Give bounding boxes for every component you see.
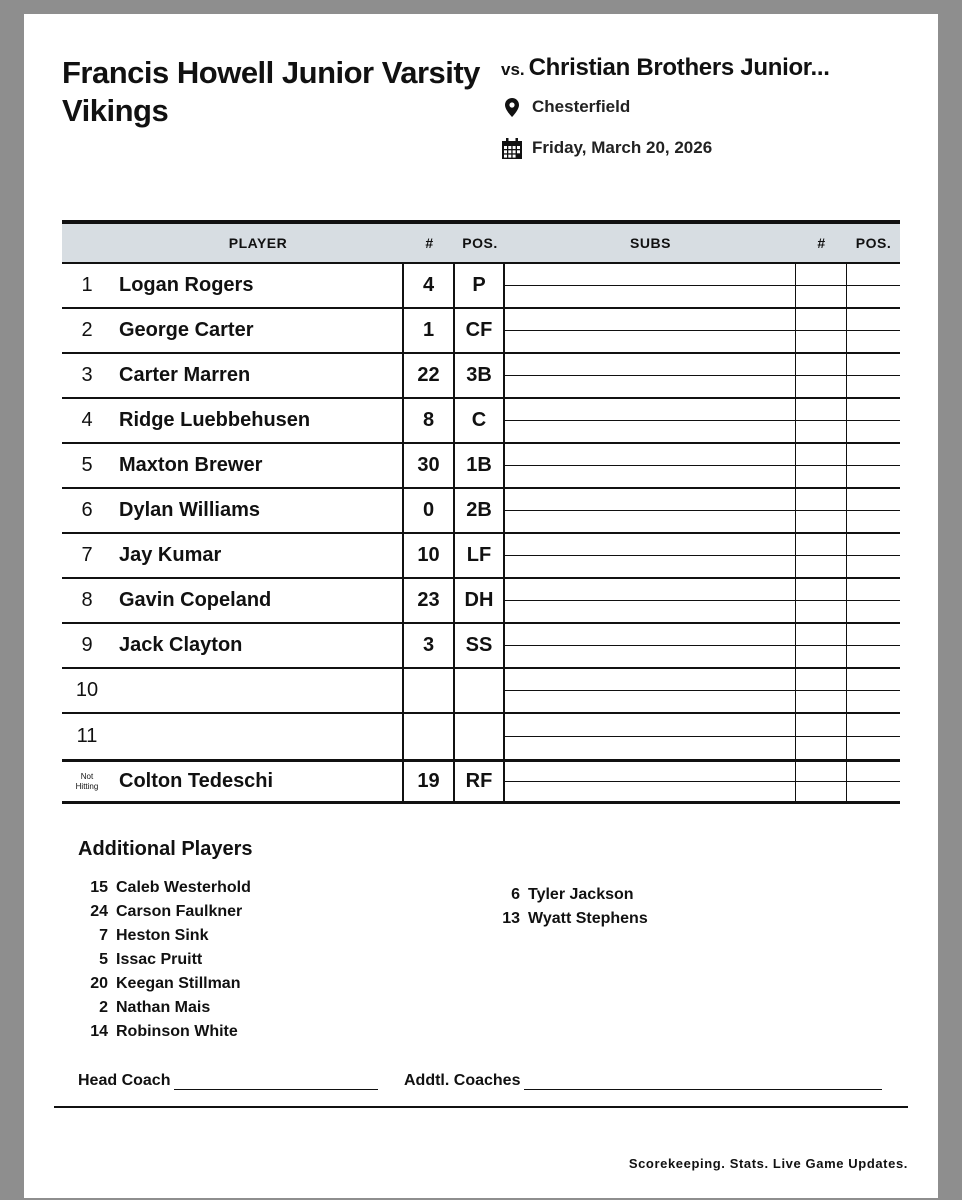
opponent-row — [501, 54, 830, 82]
sub-name-slot — [505, 444, 796, 487]
lineup-sheet — [24, 14, 938, 1198]
map-pin-icon — [501, 96, 523, 118]
batting-order: 10 — [75, 679, 99, 701]
sub-name-slot — [505, 399, 796, 442]
additional-players-title: Additional Players — [78, 838, 253, 860]
lineup-table — [62, 220, 900, 804]
lineup-row — [62, 624, 900, 669]
additional-coaches-blank — [524, 1072, 882, 1090]
player-name: Colton Tedeschi — [112, 762, 404, 801]
player-position: LF — [455, 534, 505, 577]
additional-player-name: Robinson White — [116, 1023, 238, 1040]
list-item — [78, 900, 251, 924]
sub-name-slot — [505, 534, 796, 577]
sub-position-slot — [847, 624, 900, 667]
sub-number-slot — [796, 534, 847, 577]
player-name: Ridge Luebbehusen — [112, 399, 404, 442]
list-item — [78, 1020, 251, 1044]
sub-position-slot — [847, 669, 900, 712]
player-number: 4 — [404, 264, 455, 307]
additional-player-name: Carson Faulkner — [116, 903, 243, 920]
player-number: 8 — [404, 399, 455, 442]
footer-tagline: Scorekeeping. Stats. Live Game Updates. — [628, 1156, 908, 1171]
batting-order: 1 — [81, 274, 93, 296]
additional-player-number: 7 — [99, 927, 108, 944]
location-row — [501, 96, 630, 118]
player-number: 1 — [404, 309, 455, 352]
additional-player-name: Wyatt Stephens — [528, 910, 648, 927]
sub-position-slot — [847, 489, 900, 532]
player-position: CF — [455, 309, 505, 352]
sub-number-slot — [796, 309, 847, 352]
batting-order: 6 — [81, 499, 93, 521]
lineup-row — [62, 399, 900, 444]
lineup-row — [62, 669, 900, 714]
lineup-row — [62, 444, 900, 489]
sub-number-slot — [796, 714, 847, 759]
vs-label: vs. — [501, 60, 525, 79]
header-sub-position: POS. — [855, 235, 892, 251]
sub-name-slot — [505, 309, 796, 352]
sub-name-slot — [505, 354, 796, 397]
date-row — [501, 137, 712, 159]
player-number — [404, 714, 455, 759]
list-item — [490, 883, 648, 907]
player-number: 10 — [404, 534, 455, 577]
batting-order: 2 — [81, 319, 93, 341]
sub-number-slot — [796, 624, 847, 667]
sub-position-slot — [847, 444, 900, 487]
lineup-row — [62, 534, 900, 579]
sub-position-slot — [847, 399, 900, 442]
head-coach-blank — [174, 1072, 378, 1090]
player-number: 22 — [404, 354, 455, 397]
additional-player-number: 6 — [511, 886, 520, 903]
lineup-row — [62, 309, 900, 354]
player-position: SS — [455, 624, 505, 667]
not-hitting-label — [62, 762, 112, 801]
player-number — [404, 669, 455, 712]
list-item — [490, 907, 648, 931]
additional-player-number: 2 — [99, 999, 108, 1016]
additional-player-name: Issac Pruitt — [116, 951, 203, 968]
player-number: 23 — [404, 579, 455, 622]
player-position: 1B — [455, 444, 505, 487]
player-name: Dylan Williams — [112, 489, 404, 532]
additional-player-number: 13 — [502, 910, 520, 927]
sub-position-slot — [847, 534, 900, 577]
player-name — [112, 669, 404, 712]
list-item — [78, 924, 251, 948]
sub-number-slot — [796, 489, 847, 532]
player-name: Maxton Brewer — [112, 444, 404, 487]
sub-name-slot — [505, 762, 796, 801]
additional-player-number: 20 — [90, 975, 108, 992]
player-name — [112, 714, 404, 759]
player-name: Carter Marren — [112, 354, 404, 397]
sub-number-slot — [796, 399, 847, 442]
lineup-row — [62, 354, 900, 399]
batting-order: 11 — [76, 725, 98, 747]
lineup-row — [62, 579, 900, 624]
sub-position-slot — [847, 714, 900, 759]
not-hitting-label-line1: Not — [80, 771, 94, 781]
head-coach-label: Head Coach — [78, 1072, 171, 1089]
sub-name-slot — [505, 714, 796, 759]
lineup-row — [62, 489, 900, 534]
player-name: Jay Kumar — [112, 534, 404, 577]
additional-player-name: Nathan Mais — [116, 999, 211, 1016]
player-name: Gavin Copeland — [112, 579, 404, 622]
sub-number-slot — [796, 354, 847, 397]
batting-order: 7 — [81, 544, 93, 566]
player-position — [455, 669, 505, 712]
player-name: Logan Rogers — [112, 264, 404, 307]
location-text: Chesterfield — [532, 97, 631, 116]
additional-coaches-line — [404, 1072, 882, 1090]
not-hitting-row — [62, 759, 900, 804]
player-position: RF — [455, 762, 505, 801]
player-name: George Carter — [112, 309, 404, 352]
sub-position-slot — [847, 579, 900, 622]
sub-number-slot — [796, 762, 847, 801]
player-number: 30 — [404, 444, 455, 487]
player-name: Jack Clayton — [112, 624, 404, 667]
table-header — [62, 224, 900, 264]
additional-player-number: 24 — [90, 903, 108, 920]
team-name: Francis Howell Junior Varsity Vikings — [62, 55, 480, 128]
opponent-name: Christian Brothers Junior... — [528, 54, 830, 81]
sub-number-slot — [796, 444, 847, 487]
player-position: DH — [455, 579, 505, 622]
sub-number-slot — [796, 579, 847, 622]
additional-player-name: Tyler Jackson — [528, 886, 634, 903]
sub-position-slot — [847, 762, 900, 801]
sub-number-slot — [796, 669, 847, 712]
header-order — [62, 224, 112, 262]
sub-number-slot — [796, 264, 847, 307]
header-subs: SUBS — [630, 235, 671, 251]
header-position: POS. — [462, 235, 498, 251]
date-text: Friday, March 20, 2026 — [532, 138, 713, 157]
batting-order: 9 — [81, 634, 93, 656]
player-position: 3B — [455, 354, 505, 397]
sub-name-slot — [505, 669, 796, 712]
list-item — [78, 972, 251, 996]
header-number: # — [425, 235, 434, 251]
additional-coaches-label: Addtl. Coaches — [404, 1072, 521, 1089]
additional-player-number: 5 — [99, 951, 108, 968]
header-sub-number: # — [817, 235, 826, 251]
player-number: 0 — [404, 489, 455, 532]
player-number: 3 — [404, 624, 455, 667]
head-coach-line — [78, 1072, 378, 1090]
sub-name-slot — [505, 489, 796, 532]
sub-position-slot — [847, 354, 900, 397]
sub-name-slot — [505, 579, 796, 622]
additional-player-name: Heston Sink — [116, 927, 209, 944]
footer-divider — [54, 1106, 908, 1108]
batting-order: 4 — [81, 409, 93, 431]
sub-position-slot — [847, 309, 900, 352]
batting-order: 5 — [81, 454, 93, 476]
batting-order: 8 — [81, 589, 93, 611]
header-player: PLAYER — [228, 235, 288, 251]
list-item — [78, 876, 251, 900]
additional-players-list-1 — [78, 876, 251, 1044]
player-position: C — [455, 399, 505, 442]
sub-position-slot — [847, 264, 900, 307]
player-number: 19 — [404, 762, 455, 801]
lineup-row — [62, 264, 900, 309]
additional-player-number: 15 — [90, 879, 108, 896]
player-position — [455, 714, 505, 759]
list-item — [78, 948, 251, 972]
not-hitting-label-line2: Hitting — [75, 781, 99, 791]
additional-players-list-2 — [490, 883, 648, 931]
player-position: P — [455, 264, 505, 307]
player-position: 2B — [455, 489, 505, 532]
sub-name-slot — [505, 624, 796, 667]
additional-player-number: 14 — [90, 1023, 108, 1040]
additional-player-name: Keegan Stillman — [116, 975, 241, 992]
batting-order: 3 — [81, 364, 93, 386]
list-item — [78, 996, 251, 1020]
sub-name-slot — [505, 264, 796, 307]
calendar-icon — [501, 137, 523, 159]
lineup-row — [62, 714, 900, 759]
additional-player-name: Caleb Westerhold — [116, 879, 251, 896]
